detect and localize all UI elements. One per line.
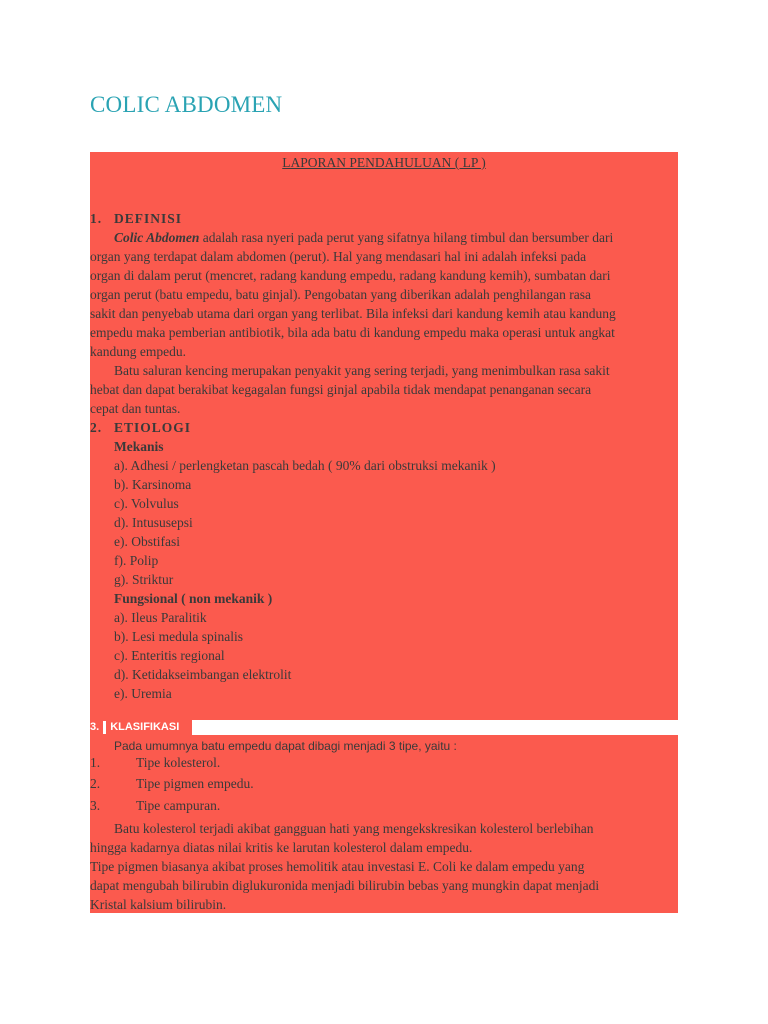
section-3-number: 3. — [90, 721, 100, 733]
definition-line: organ yang terdapat dalam abdomen (perut). Hal yang mendasari hal ini adalah infeksi pada — [90, 249, 587, 264]
section-3-label — [90, 720, 192, 735]
definition-p2-line: cepat dan tuntas. — [90, 401, 181, 416]
definition-p2-line: Batu saluran kencing merupakan penyakit yang sering terjadi, yang menimbulkan rasa sakit — [114, 363, 610, 378]
list-item: d). Intususepsi — [114, 515, 193, 530]
type-text: Tipe kolesterol. — [136, 755, 221, 770]
list-item: b). Lesi medula spinalis — [114, 629, 243, 644]
definition-line: organ perut (batu empedu, batu ginjal). Pengobatan yang diberikan adalah penghilangan rasa — [90, 287, 591, 302]
list-item: f). Polip — [114, 553, 159, 568]
definition-first-line — [114, 229, 613, 247]
heading-bar — [103, 721, 106, 734]
list-item: a). Ileus Paralitik — [114, 610, 207, 625]
list-item: d). Ketidakseimbangan elektrolit — [114, 667, 292, 682]
definition-term: Colic Abdomen — [114, 230, 200, 245]
definition-line: empedu maka pemberian antibiotik, bila ada batu di kandung empedu maka operasi untuk angkat — [90, 325, 615, 340]
type-number: 2. — [90, 776, 101, 791]
list-item: c). Enteritis regional — [114, 648, 225, 663]
definition-line: organ di dalam perut (mencret, radang kandung empedu, radang kandung kemih), sumbatan dari — [90, 268, 611, 283]
type-number: 3. — [90, 798, 101, 813]
list-item: a). Adhesi / perlengketan pascah bedah ( 90% dari obstruksi mekanik ) — [114, 458, 496, 473]
section-2-heading: ETIOLOGI — [114, 420, 192, 435]
list-item: e). Obstifasi — [114, 534, 180, 549]
section-1-heading: DEFINISI — [114, 211, 183, 226]
lp-title: LAPORAN PENDAHULUAN ( LP ) — [282, 155, 486, 170]
definition-line: sakit dan penyebab utama dari organ yang terlibat. Bila infeksi dari kandung kemih atau kandung — [90, 306, 616, 321]
klasifikasi-p2-line: dapat mengubah bilirubin diglukuronida menjadi bilirubin bebas yang mungkin dapat menjadi — [90, 878, 600, 893]
mekanis-heading: Mekanis — [114, 439, 164, 454]
list-item: e). Uremia — [114, 686, 172, 701]
section-3-heading-row — [90, 720, 678, 735]
klasifikasi-p2-line: Kristal kalsium bilirubin. — [90, 897, 227, 912]
type-text: Tipe pigmen empedu. — [136, 776, 254, 791]
klasifikasi-p2-line: Tipe pigmen biasanya akibat proses hemolitik atau investasi E. Coli ke dalam empedu yang — [90, 859, 585, 874]
type-text: Tipe campuran. — [136, 798, 221, 813]
list-item: g). Striktur — [114, 572, 174, 587]
type-number: 1. — [90, 755, 101, 770]
klasifikasi-p1-line: Batu kolesterol terjadi akibat gangguan hati yang mengekskresikan kolesterol berlebihan — [114, 821, 594, 836]
section-1-number: 1. — [90, 211, 103, 226]
definition-text: adalah rasa nyeri pada perut yang sifatnya hilang timbul dan bersumber dari — [199, 230, 614, 245]
definition-line: kandung empedu. — [90, 344, 186, 359]
section-2-number: 2. — [90, 420, 103, 435]
list-item: b). Karsinoma — [114, 477, 192, 492]
document-title: COLIC ABDOMEN — [90, 92, 283, 117]
fungsional-heading: Fungsional ( non mekanik ) — [114, 591, 273, 606]
list-item: c). Volvulus — [114, 496, 179, 511]
section-3-heading: KLASIFIKASI — [110, 721, 180, 733]
klasifikasi-intro: Pada umumnya batu empedu dapat dibagi menjadi 3 tipe, yaitu : — [114, 739, 457, 753]
definition-p2-line: hebat dan dapat berakibat kegagalan fungsi ginjal apabila tidak mendapat penanganan secara — [90, 382, 592, 397]
klasifikasi-p1-line: hingga kadarnya diatas nilai kritis ke larutan kolesterol dalam empedu. — [90, 840, 473, 855]
